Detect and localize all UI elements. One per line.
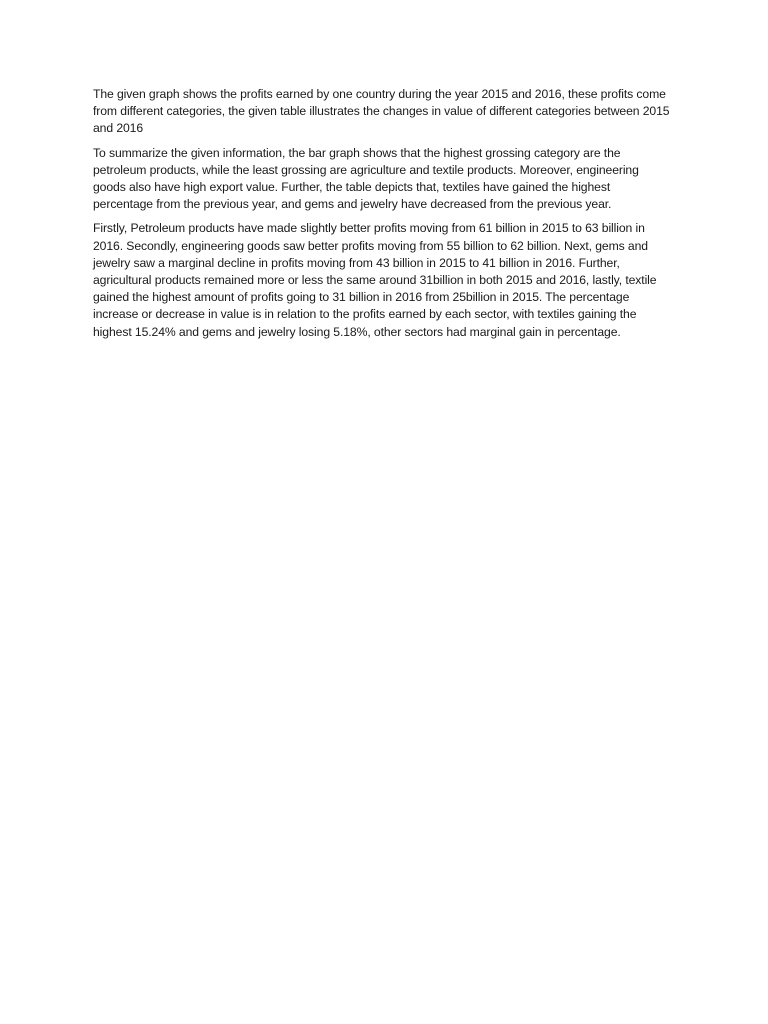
document-body xyxy=(93,86,673,348)
paragraph-summary: To summarize the given information, the bar graph shows that the highest grossing category are the petroleum products, while the least grossing are agriculture and textile products. Moreover, engineering goods also have high export value. Further, the table depicts that, textiles have gained the highest percentage from the previous year, and gems and jewelry have decreased from the previous year. xyxy=(93,145,639,212)
paragraph-intro: The given graph shows the profits earned by one country during the year 2015 and 2016, these profits come from different categories, the given table illustrates the changes in value of different categories between 2015 and 2016 xyxy=(93,87,670,136)
paragraph-details: Firstly, Petroleum products have made slightly better profits moving from 61 billion in 2015 to 63 billion in 2016. Secondly, engineering goods saw better profits moving from 55 billion to 62 billion. Next, gems and jewelry saw a marginal decline in profits moving from 43 billion in 2015 to 41 billion in 2016. Further, agricultural products remained more or less the same around 31billion in both 2015 and 2016, lastly, textile gained the highest amount of profits going to 31 billion in 2016 from 25billion in 2015. The percentage increase or decrease in value is in relation to the profits earned by each sector, with textiles gaining the highest 15.24% and gems and jewelry losing 5.18%, other sectors had marginal gain in percentage. xyxy=(93,221,657,339)
